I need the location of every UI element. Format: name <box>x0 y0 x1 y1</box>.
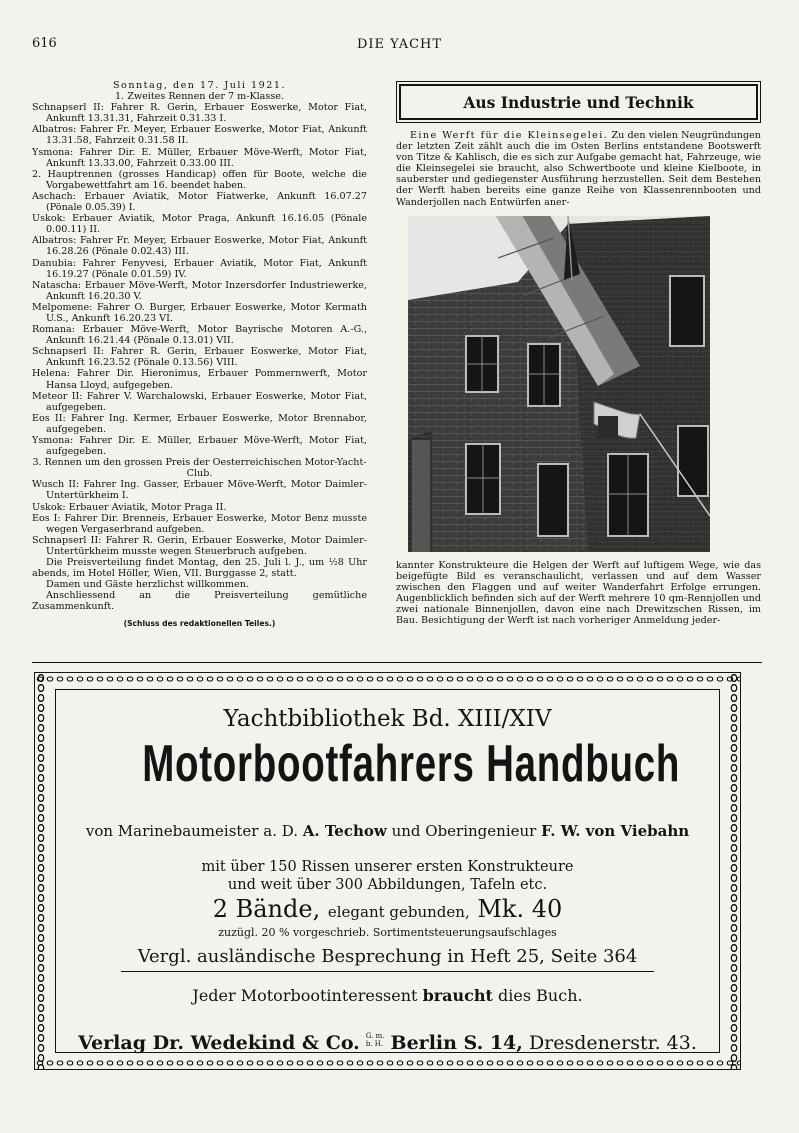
result-entry: Eos I: Fahrer Dir. Brenneis, Erbauer Eoswerke, Motor Benz musste wegen Vergaserbrand aufgeben. <box>32 512 367 535</box>
ad-authors-pre: von Marinebaumeister a. D. <box>85 822 298 840</box>
chain-border-right <box>730 673 738 1069</box>
industry-column <box>396 80 761 626</box>
award-notice: Die Preisverteilung findet Montag, den 25. Juli l. J., um ½8 Uhr abends, im Hotel Höller, Wien, VII. Burggasse 2, statt. <box>32 557 367 580</box>
ad-author-1: A. Techow <box>302 822 387 840</box>
ad-review-underline <box>121 971 654 972</box>
result-entry: Albatros: Fahrer Fr. Meyer, Erbauer Eoswerke, Motor Fiat, Ankunft 13.31.58, Fahrzeit 0.31.58 II. <box>32 124 367 147</box>
ad-gmbh-bottom: b. H. <box>365 1040 384 1048</box>
result-entry: Melpomene: Fahrer O. Burger, Erbauer Eoswerke, Motor Kermath U.S., Ankunft 16.20.23 VI. <box>32 301 367 324</box>
result-entry: Wusch II: Fahrer Ing. Gasser, Erbauer Möve-Werft, Motor Daimler-Untertürkheim I. <box>32 479 367 502</box>
ad-city: Berlin S. 14, <box>390 1032 523 1054</box>
race-heading: 3. Rennen um den grossen Preis der Oesterreichischen Motor-Yacht-Club. <box>32 457 367 480</box>
ad-street: Dresdenerstr. 43. <box>528 1032 697 1054</box>
ad-authors-mid: und Oberingenieur <box>391 822 537 840</box>
ad-features-line-1: mit über 150 Rissen unserer ersten Konstrukteure <box>201 859 574 875</box>
page-number: 616 <box>32 36 57 51</box>
ad-tagline-bold: braucht <box>422 986 493 1005</box>
boat-lift-image <box>408 216 710 552</box>
race-heading: 2. Hauptrennen (grosses Handicap) offen für Boote, welche die Vorgabewettfahrt am 16. beendet haben. <box>32 168 367 191</box>
running-title: DIE YACHT <box>356 37 443 52</box>
ad-inner-frame <box>55 689 720 1053</box>
editorial-end-note: (Schluss des redaktionellen Teiles.) <box>123 618 276 628</box>
book-advertisement <box>34 672 741 1070</box>
ad-gmbh-top: G. m. <box>365 1032 385 1040</box>
article-lead: Eine Werft für die Kleinsegelei. <box>410 130 609 141</box>
result-entry: Uskok: Erbauer Aviatik, Motor Praga II. <box>32 501 227 513</box>
chain-border-bottom <box>35 1059 740 1067</box>
ad-price-line <box>56 895 719 923</box>
ad-features-line-2: und weit über 300 Abbildungen, Tafeln etc. <box>227 877 548 893</box>
race-heading: 1. Zweites Rennen der 7 m-Klasse. <box>115 91 284 103</box>
result-entry: Romana: Erbauer Möve-Werft, Motor Bayrische Motoren A.-G., Ankunft 16.21.44 (Pönale 0.13.01) VII. <box>32 324 367 347</box>
result-entry: Uskok: Erbauer Aviatik, Motor Praga, Ankunft 16.16.05 (Pönale 0.00.11) II. <box>32 213 367 236</box>
result-entry: Danubia: Fahrer Fenyvesi, Erbauer Aviatik, Motor Fiat, Ankunft 16.19.27 (Pönale 0.01.59) IV. <box>32 257 367 280</box>
ad-surcharge: zuzügl. 20 % vorgeschrieb. Sortimentsteuerungsaufschlages <box>218 926 557 939</box>
section-title-box <box>399 84 758 120</box>
result-entry: Meteor II: Fahrer V. Warchalowski, Erbauer Eoswerke, Motor Fiat, aufgegeben. <box>32 390 367 413</box>
result-entry: Eos II: Fahrer Ing. Kermer, Erbauer Eoswerke, Motor Brennabor, aufgegeben. <box>32 412 367 435</box>
ad-series: Yachtbibliothek Bd. XIII/XIV <box>223 706 552 732</box>
ad-authors <box>56 822 719 840</box>
ad-tagline-pre: Jeder Motorbootinteressent <box>192 986 418 1005</box>
ad-review-ref: Vergl. ausländische Besprechung in Heft 25, Seite 364 <box>137 946 638 967</box>
result-entry: Ysmona: Fahrer Dir. E. Müller, Erbauer Möve-Werft, Motor Fiat, Ankunft 13.33.00, Fahrzeit 0.33.00 III. <box>32 146 367 169</box>
gathering-notice: Anschliessend an die Preisverteilung gemütliche Zusammenkunft. <box>32 590 367 613</box>
article-text-1: Zu den vielen Neugründungen der letzten Zeit zählt auch die im Osten Berlins entstandene Bootswerft von Titze & Kahlisch, die es sich zur Aufgabe gemacht hat, Fahrzeuge, wie die Kleinsegelei sie braucht, also Schwertboote und kleine Kielboote, in sauberster und gediegenster Ausführung herzustellen. Seit dem Bestehen der Werft haben bereits eine ganze Reihe von Klassenrennbooten und Wanderjollen nach Entwürfen aner- <box>396 130 761 208</box>
article-text-2: kannter Konstrukteure die Helgen der Werft auf luftigem Wege, wie das beigefügte Bild es veranschaulicht, verlassen und auf dem Wasser zwischen den Flaggen und auf weiter Wanderfahrt Erfolge errungen. Augenblicklich befinden sich auf der Werft mehrere 10 qm-Rennjollen und zwei nationale Binnenjollen, davon eine nach Drewitzschen Rissen, im Bau. Besichtigung der Werft ist nach vorheriger Anmeldung jeder- <box>396 559 761 627</box>
divider <box>32 662 762 663</box>
result-entry: Schnapserl II: Fahrer R. Gerin, Erbauer Eoswerke, Motor Fiat, Ankunft 16.23.52 (Pönale 0.13.56) VIII. <box>32 346 367 369</box>
ad-tagline <box>56 986 719 1005</box>
article-intro <box>396 130 761 208</box>
result-entry: Helena: Fahrer Dir. Hieronimus, Erbauer Pommernwerft, Motor Hansa Lloyd, aufgegeben. <box>32 368 367 391</box>
race-day-heading: Sonntag, den 17. Juli 1921. <box>112 80 287 91</box>
ad-gmbh <box>366 1032 385 1048</box>
ad-tagline-post: dies Buch. <box>498 986 583 1005</box>
ad-features <box>56 858 719 894</box>
ad-title: Motorbootfahrers Handbuch <box>142 735 681 793</box>
result-entry: Schnapserl II: Fahrer R. Gerin, Erbauer Eoswerke, Motor Daimler-Untertürkheim musste wegen Steuerbruch aufgeben. <box>32 534 367 557</box>
welcome-notice: Damen und Gäste herzlichst willkommen. <box>46 579 249 591</box>
ad-publisher-line <box>56 1032 719 1054</box>
ad-author-2: F. W. von Viebahn <box>541 822 690 840</box>
result-entry: Aschach: Erbauer Aviatik, Motor Fiatwerke, Ankunft 16.07.27 (Pönale 0.05.39) I. <box>32 190 367 214</box>
ad-publisher: Verlag Dr. Wedekind & Co. <box>78 1032 360 1054</box>
result-entry: Natascha: Erbauer Möve-Werft, Motor Inzersdorfer Industriewerke, Ankunft 16.20.30 V. <box>32 279 367 302</box>
race-results-column <box>32 80 367 629</box>
chain-border-left <box>37 673 45 1069</box>
shipyard-photo <box>408 216 710 552</box>
result-entry: Ysmona: Fahrer Dir. E. Müller, Erbauer Möve-Werft, Motor Fiat, aufgegeben. <box>32 435 367 458</box>
result-entry: Schnapserl II: Fahrer R. Gerin, Erbauer Eoswerke, Motor Fiat, Ankunft 13.31.31, Fahrzeit 0.31.33 I. <box>32 102 367 125</box>
result-entry: Albatros: Fahrer Fr. Meyer, Erbauer Eoswerke, Motor Fiat, Ankunft 16.28.26 (Pönale 0.02.43) III. <box>32 235 367 258</box>
section-title: Aus Industrie und Technik <box>463 92 694 112</box>
ad-price: Mk. 40 <box>477 895 563 923</box>
ad-volumes: 2 Bände, <box>212 895 321 923</box>
ad-binding: elegant gebunden, <box>327 903 470 921</box>
chain-border-top <box>35 675 740 683</box>
